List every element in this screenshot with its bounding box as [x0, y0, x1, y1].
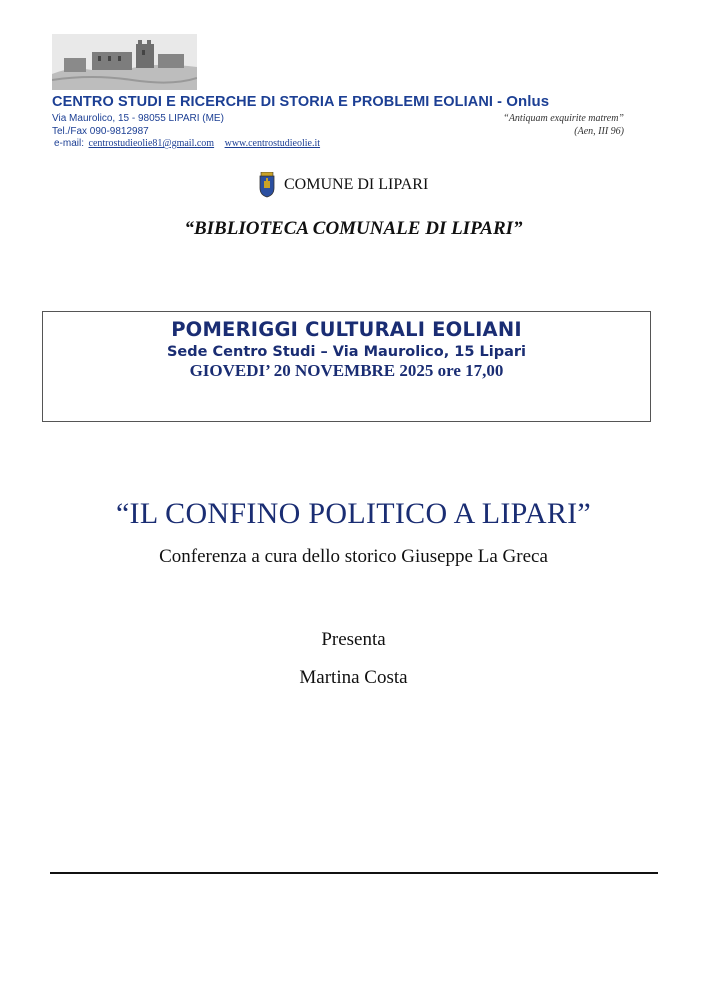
address-row: [52, 113, 624, 124]
motto-source: (Aen, III 96): [574, 126, 624, 137]
email-label: e-mail:: [54, 138, 85, 149]
address: Via Maurolico, 15 - 98055 LIPARI (ME): [52, 113, 224, 124]
comune-header: [258, 172, 428, 198]
motto: “Antiquam exquirite matrem”: [503, 113, 624, 124]
castle-logo: [52, 34, 197, 90]
presents-label: Presenta: [321, 629, 386, 650]
event-date: GIOVEDI’ 20 NOVEMBRE 2025 ore 17,00: [189, 361, 504, 380]
footer-divider: [50, 872, 658, 874]
conference-title: “IL CONFINO POLITICO A LIPARI”: [115, 497, 592, 530]
contact-row: [54, 138, 320, 149]
event-series-title: POMERIGGI CULTURALI EOLIANI: [171, 318, 522, 341]
organization-suffix: Onlus: [506, 93, 550, 110]
coat-of-arms-icon: [258, 172, 276, 198]
email-link[interactable]: centrostudieolie81@gmail.com: [88, 138, 215, 149]
phone: Tel./Fax 090-9812987: [52, 126, 149, 137]
event-info-box: [42, 311, 651, 422]
organization-title: CENTRO STUDI E RICERCHE DI STORIA E PROBLEMI EOLIANI -: [52, 94, 507, 110]
website-link[interactable]: www.centrostudieolie.it: [224, 138, 321, 149]
phone-row: [52, 126, 624, 137]
comune-name: COMUNE DI LIPARI: [284, 176, 429, 193]
event-venue: Sede Centro Studi – Via Maurolico, 15 Lipari: [166, 344, 527, 360]
presenter-name: Martina Costa: [299, 667, 408, 688]
organization-name: [52, 93, 632, 110]
conference-subtitle: Conferenza a cura dello storico Giuseppe La Greca: [159, 546, 548, 567]
library-name: “BIBLIOTECA COMUNALE DI LIPARI”: [184, 218, 523, 239]
